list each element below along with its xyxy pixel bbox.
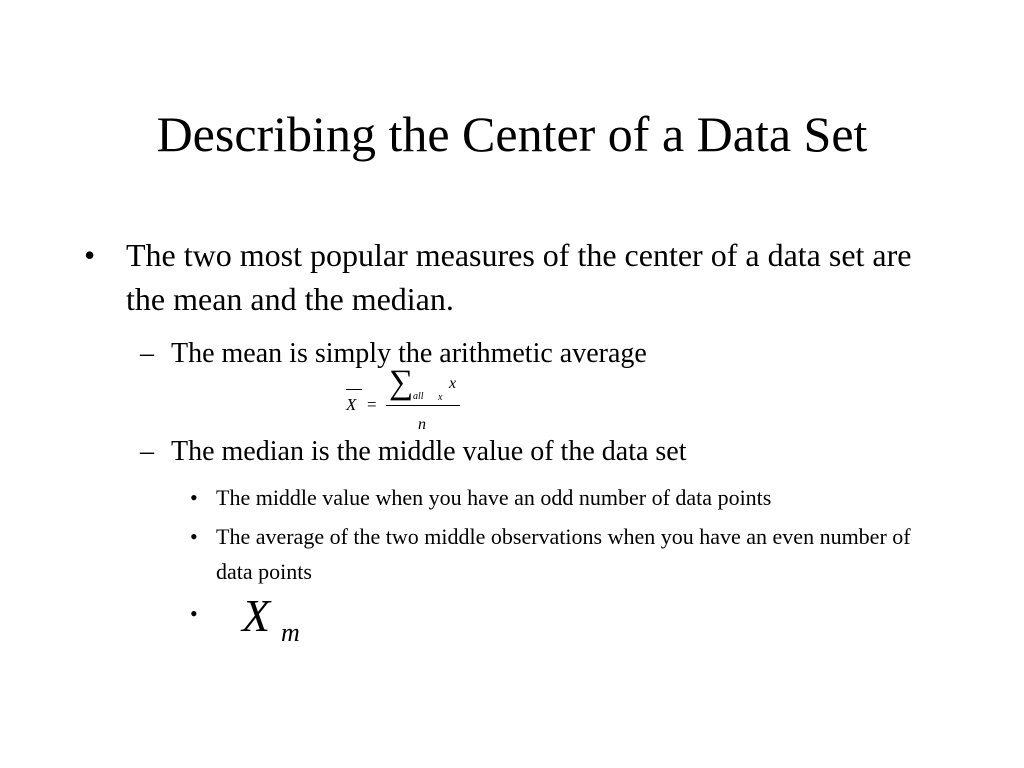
dash-marker: –: [140, 338, 154, 369]
mean-symbol: X: [346, 395, 357, 414]
sum-subscript-x: x: [438, 392, 443, 403]
formula-numerator: x: [449, 375, 457, 392]
sum-subscript-all: all: [413, 391, 424, 402]
bullet-marker: •: [190, 601, 198, 626]
mean-bar: [346, 389, 362, 390]
fraction-bar: [386, 405, 460, 406]
summation-sign: ∑: [389, 364, 414, 401]
bullet-marker: •: [84, 237, 96, 273]
median-point-odd-text: The middle value when you have an odd number of data points: [216, 485, 772, 510]
dash-marker: –: [140, 436, 154, 467]
bullet-marker: •: [190, 524, 198, 549]
median-point-even-text: The average of the two middle observations when you have an even number of data points: [216, 524, 911, 584]
sub-item-mean-text: The mean is simply the arithmetic average: [171, 338, 647, 369]
mean-formula: [340, 364, 470, 438]
bullet-marker: •: [190, 485, 198, 510]
slide-title: Describing the Center of a Data Set: [156, 106, 868, 162]
sub-item-median-text: The median is the middle value of the data set: [171, 436, 687, 467]
median-symbol-subscript: m: [281, 618, 300, 647]
median-symbol-main: X: [242, 590, 271, 641]
bullet-main-text: The two most popular measures of the center of a data set are the mean and the median.: [126, 237, 912, 317]
formula-denominator: n: [418, 416, 426, 433]
equals-sign: =: [367, 395, 377, 414]
